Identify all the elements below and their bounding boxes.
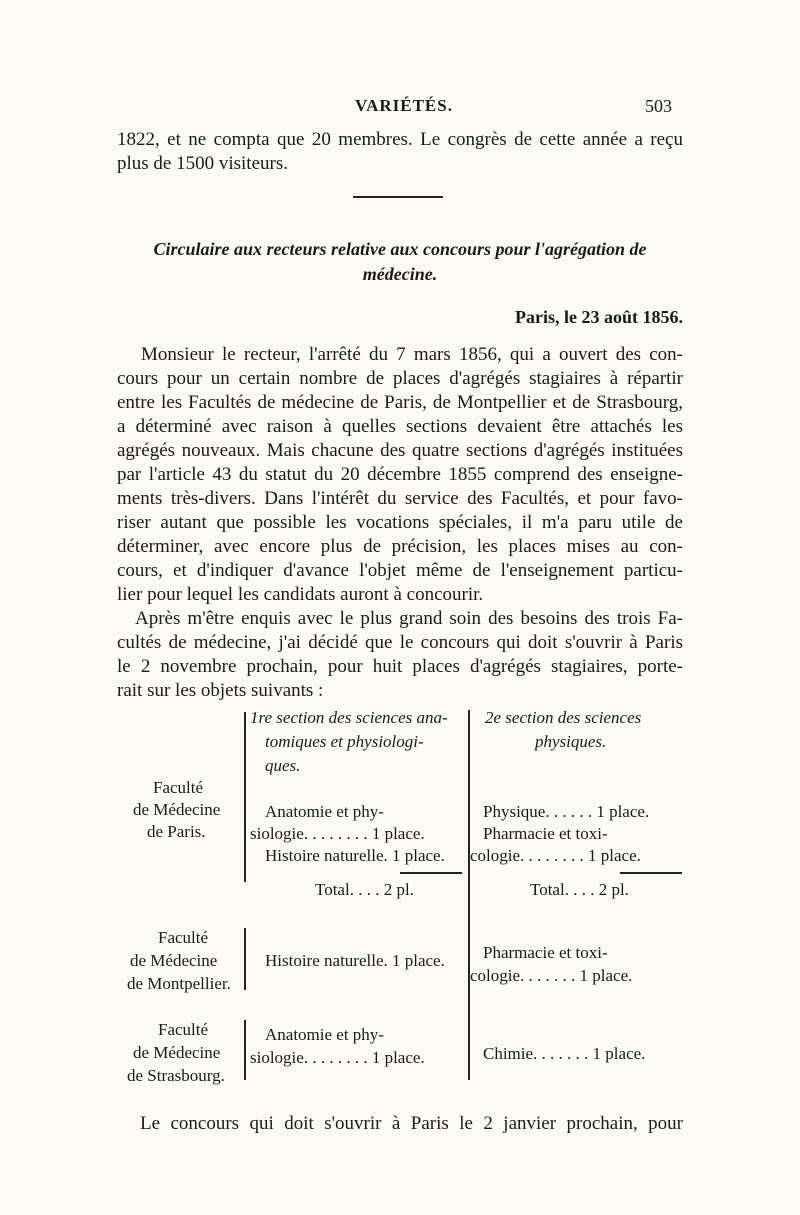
closing-line: Le concours qui doit s'ouvrir à Paris le 2 janvier prochain, pour — [140, 1113, 683, 1134]
running-header: VARIÉTÉS. — [355, 96, 453, 115]
col2-header-line: 2e section des sciences — [485, 708, 642, 727]
strasbourg-brace-line — [244, 1020, 246, 1080]
paris-faculty-line: Faculté — [153, 778, 204, 797]
page-number: 503 — [645, 96, 672, 116]
body-line: par l'article 43 du statut du 20 décembre 1855 comprend des enseigne- — [117, 464, 683, 485]
strasbourg-col2-line: Chimie. . . . . . . 1 place. — [483, 1044, 646, 1063]
paris-col2-line: Physique. . . . . . 1 place. — [483, 802, 650, 821]
body-line: riser autant que possible les vocations spéciales, il m'a paru utile de — [117, 512, 683, 533]
strasbourg-faculty-line: Faculté — [158, 1020, 209, 1039]
body-line: cours pour un certain nombre de places d'agrégés stagiaires à répartir — [117, 368, 683, 389]
paris-col1-line: Histoire naturelle. 1 place. — [265, 846, 445, 865]
col1-header-line: ques. — [265, 756, 301, 775]
montpellier-brace-line — [244, 928, 246, 990]
section-divider — [353, 196, 443, 198]
body-line: le 2 novembre prochain, pour huit places d'agrégés stagiaires, porte- — [117, 656, 683, 677]
body-line: déterminer, avec encore plus de précision, les places mises au con- — [117, 536, 683, 557]
paris-col1-line: Anatomie et phy- — [265, 802, 384, 821]
intro-line: plus de 1500 visiteurs. — [117, 153, 288, 174]
column-divider — [468, 710, 470, 1080]
body-line: a déterminé avec raison à quelles sections devaient être attachés les — [117, 416, 683, 437]
montpellier-col2-line: Pharmacie et toxi- — [483, 943, 608, 962]
body-line: rait sur les objets suivants : — [117, 680, 324, 701]
col2-header-line: physiques. — [535, 732, 607, 751]
montpellier-faculty-line: Faculté — [158, 928, 209, 947]
paris-col2-total-rule — [620, 872, 682, 874]
body-line: cultés de médecine, j'ai décidé que le concours qui doit s'ouvrir à Paris — [117, 632, 683, 653]
strasbourg-faculty-line: de Strasbourg. — [127, 1066, 225, 1085]
paris-faculty-line: de Médecine — [133, 800, 221, 819]
body-line: ments très-divers. Dans l'intérêt du service des Facultés, et pour favo- — [117, 488, 683, 509]
circular-date: Paris, le 23 août 1856. — [515, 307, 683, 327]
body-line: Monsieur le recteur, l'arrêté du 7 mars 1856, qui a ouvert des con- — [141, 344, 683, 365]
col1-header-line: 1re section des sciences ana- — [250, 708, 448, 727]
montpellier-faculty-line: de Montpellier. — [127, 974, 231, 993]
paris-col2-line: Pharmacie et toxi- — [483, 824, 608, 843]
intro-line: 1822, et ne compta que 20 membres. Le congrès de cette année a reçu — [117, 129, 683, 150]
montpellier-faculty-line: de Médecine — [130, 951, 218, 970]
body-line: Après m'être enquis avec le plus grand soin des besoins des trois Fa- — [135, 608, 683, 629]
col1-header-line: tomiques et physiologi- — [265, 732, 424, 751]
paris-col2-total: Total. . . . 2 pl. — [530, 880, 629, 899]
paris-col1-line: siologie. . . . . . . . 1 place. — [250, 824, 425, 843]
paris-col1-total-rule — [400, 872, 462, 874]
body-line: agrégés nouveaux. Mais chacune des quatre sections d'agrégés instituées — [117, 440, 683, 461]
paris-brace-line — [244, 712, 246, 882]
paris-faculty-line: de Paris. — [147, 822, 206, 841]
strasbourg-col1-line: Anatomie et phy- — [265, 1025, 384, 1044]
body-line: cours, et d'indiquer d'avance l'objet même de l'enseignement particu- — [117, 560, 683, 581]
strasbourg-col1-line: siologie. . . . . . . . 1 place. — [250, 1048, 425, 1067]
circular-title-cont: médecine. — [362, 264, 438, 284]
paris-col2-line: cologie. . . . . . . . 1 place. — [470, 846, 641, 865]
body-line: lier pour lequel les candidats auront à concourir. — [117, 584, 484, 605]
paris-col1-total: Total. . . . 2 pl. — [315, 880, 414, 899]
body-line: entre les Facultés de médecine de Paris, de Montpellier et de Strasbourg, — [117, 392, 683, 413]
circular-title: Circulaire aux recteurs relative aux concours pour l'agrégation de — [153, 239, 647, 259]
montpellier-col1-line: Histoire naturelle. 1 place. — [265, 951, 445, 970]
strasbourg-faculty-line: de Médecine — [133, 1043, 221, 1062]
montpellier-col2-line: cologie. . . . . . . 1 place. — [470, 966, 633, 985]
